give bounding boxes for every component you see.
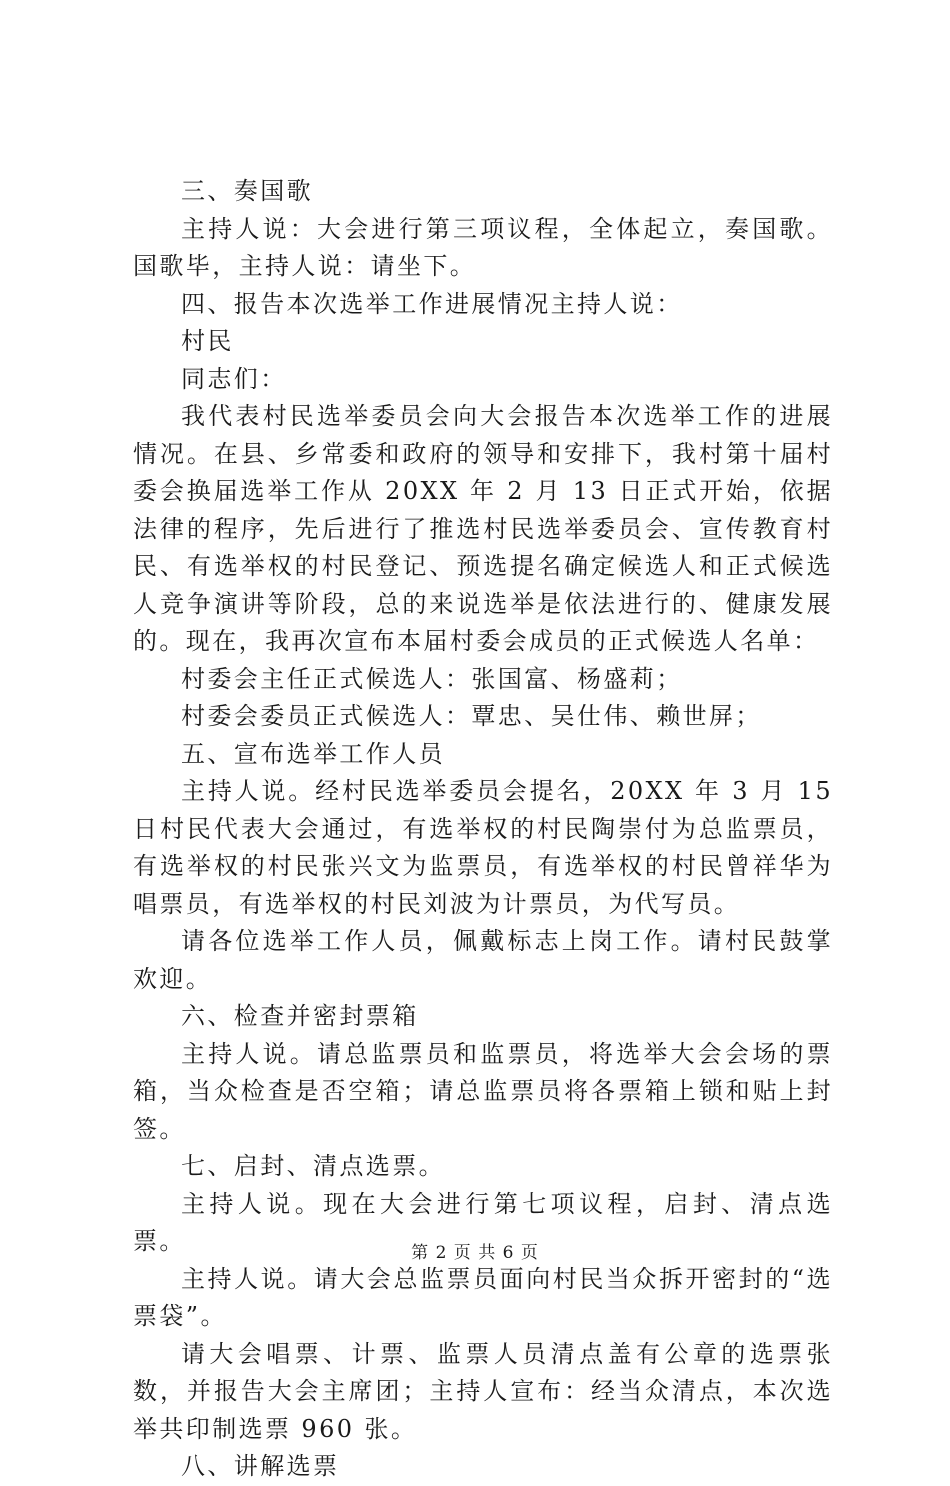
section-heading-staff: 五、宣布选举工作人员: [181, 739, 445, 768]
paragraph: 主持人说。现在大会进行第七项议程，启封、清点选票。: [133, 1189, 833, 1255]
paragraph: 主持人说。经村民选举委员会提名，20XX 年 3 月 15 日村民代表大会通过，有选举权的村民陶崇付为总监票员，有选举权的村民张兴文为监票员，有选举权的村民曾祥华为唱票员，有选举权的村民刘波为计票员，为代写员。: [133, 777, 833, 918]
paragraph: 请各位选举工作人员，佩戴标志上岗工作。请村民鼓掌欢迎。: [133, 927, 833, 993]
paragraph: 主持人说：大会进行第三项议程，全体起立，奏国歌。国歌毕，主持人说：请坐下。: [133, 214, 833, 280]
paragraph: 主持人说。请总监票员和监票员，将选举大会会场的票箱，当众检查是否空箱；请总监票员将各票箱上锁和贴上封签。: [133, 1039, 833, 1143]
paragraph: 请大会唱票、计票、监票人员清点盖有公章的选票张数，并报告大会主席团；主持人宣布：经当众清点，本次选举共印制选票 960 张。: [133, 1339, 833, 1443]
candidate-list-members: 村委会委员正式候选人：覃忠、吴仕伟、赖世屏；: [181, 702, 762, 730]
section-heading-anthem: 三、奏国歌: [181, 177, 313, 205]
paragraph: 我代表村民选举委员会向大会报告本次选举工作的进展情况。在县、乡常委和政府的领导和安排下，我村第十届村委会换届选举工作从 20XX 年 2 月 13 日正式开始，依据法律的程序，先后进行了推选村民选举委员会、宣传教育村民、有选举权的村民登记、预选提名确定候选人和正式候选人竞争演讲等阶段，总的来说选举是依法进行的、健康发展的。现在，我再次宣布本届村委会成员的正式候选人名单：: [133, 402, 833, 655]
paragraph: 村民: [181, 327, 234, 355]
document-body: [133, 173, 833, 1486]
paragraph: 主持人说。请大会总监票员面向村民当众拆开密封的“选票袋”。: [133, 1264, 833, 1330]
section-heading-report: 四、报告本次选举工作进展情况主持人说：: [181, 289, 683, 318]
candidate-list-director: 村委会主任正式候选人：张国富、杨盛莉；: [181, 664, 683, 693]
section-heading-ballot-box: 六、检查并密封票箱: [181, 1002, 419, 1030]
section-heading-explain-ballot: 八、讲解选票: [181, 1452, 340, 1480]
page-footer: 第 2 页 共 6 页: [411, 1243, 539, 1263]
paragraph: 同志们：: [181, 364, 287, 393]
section-heading-count: 七、启封、清点选票。: [181, 1152, 445, 1180]
